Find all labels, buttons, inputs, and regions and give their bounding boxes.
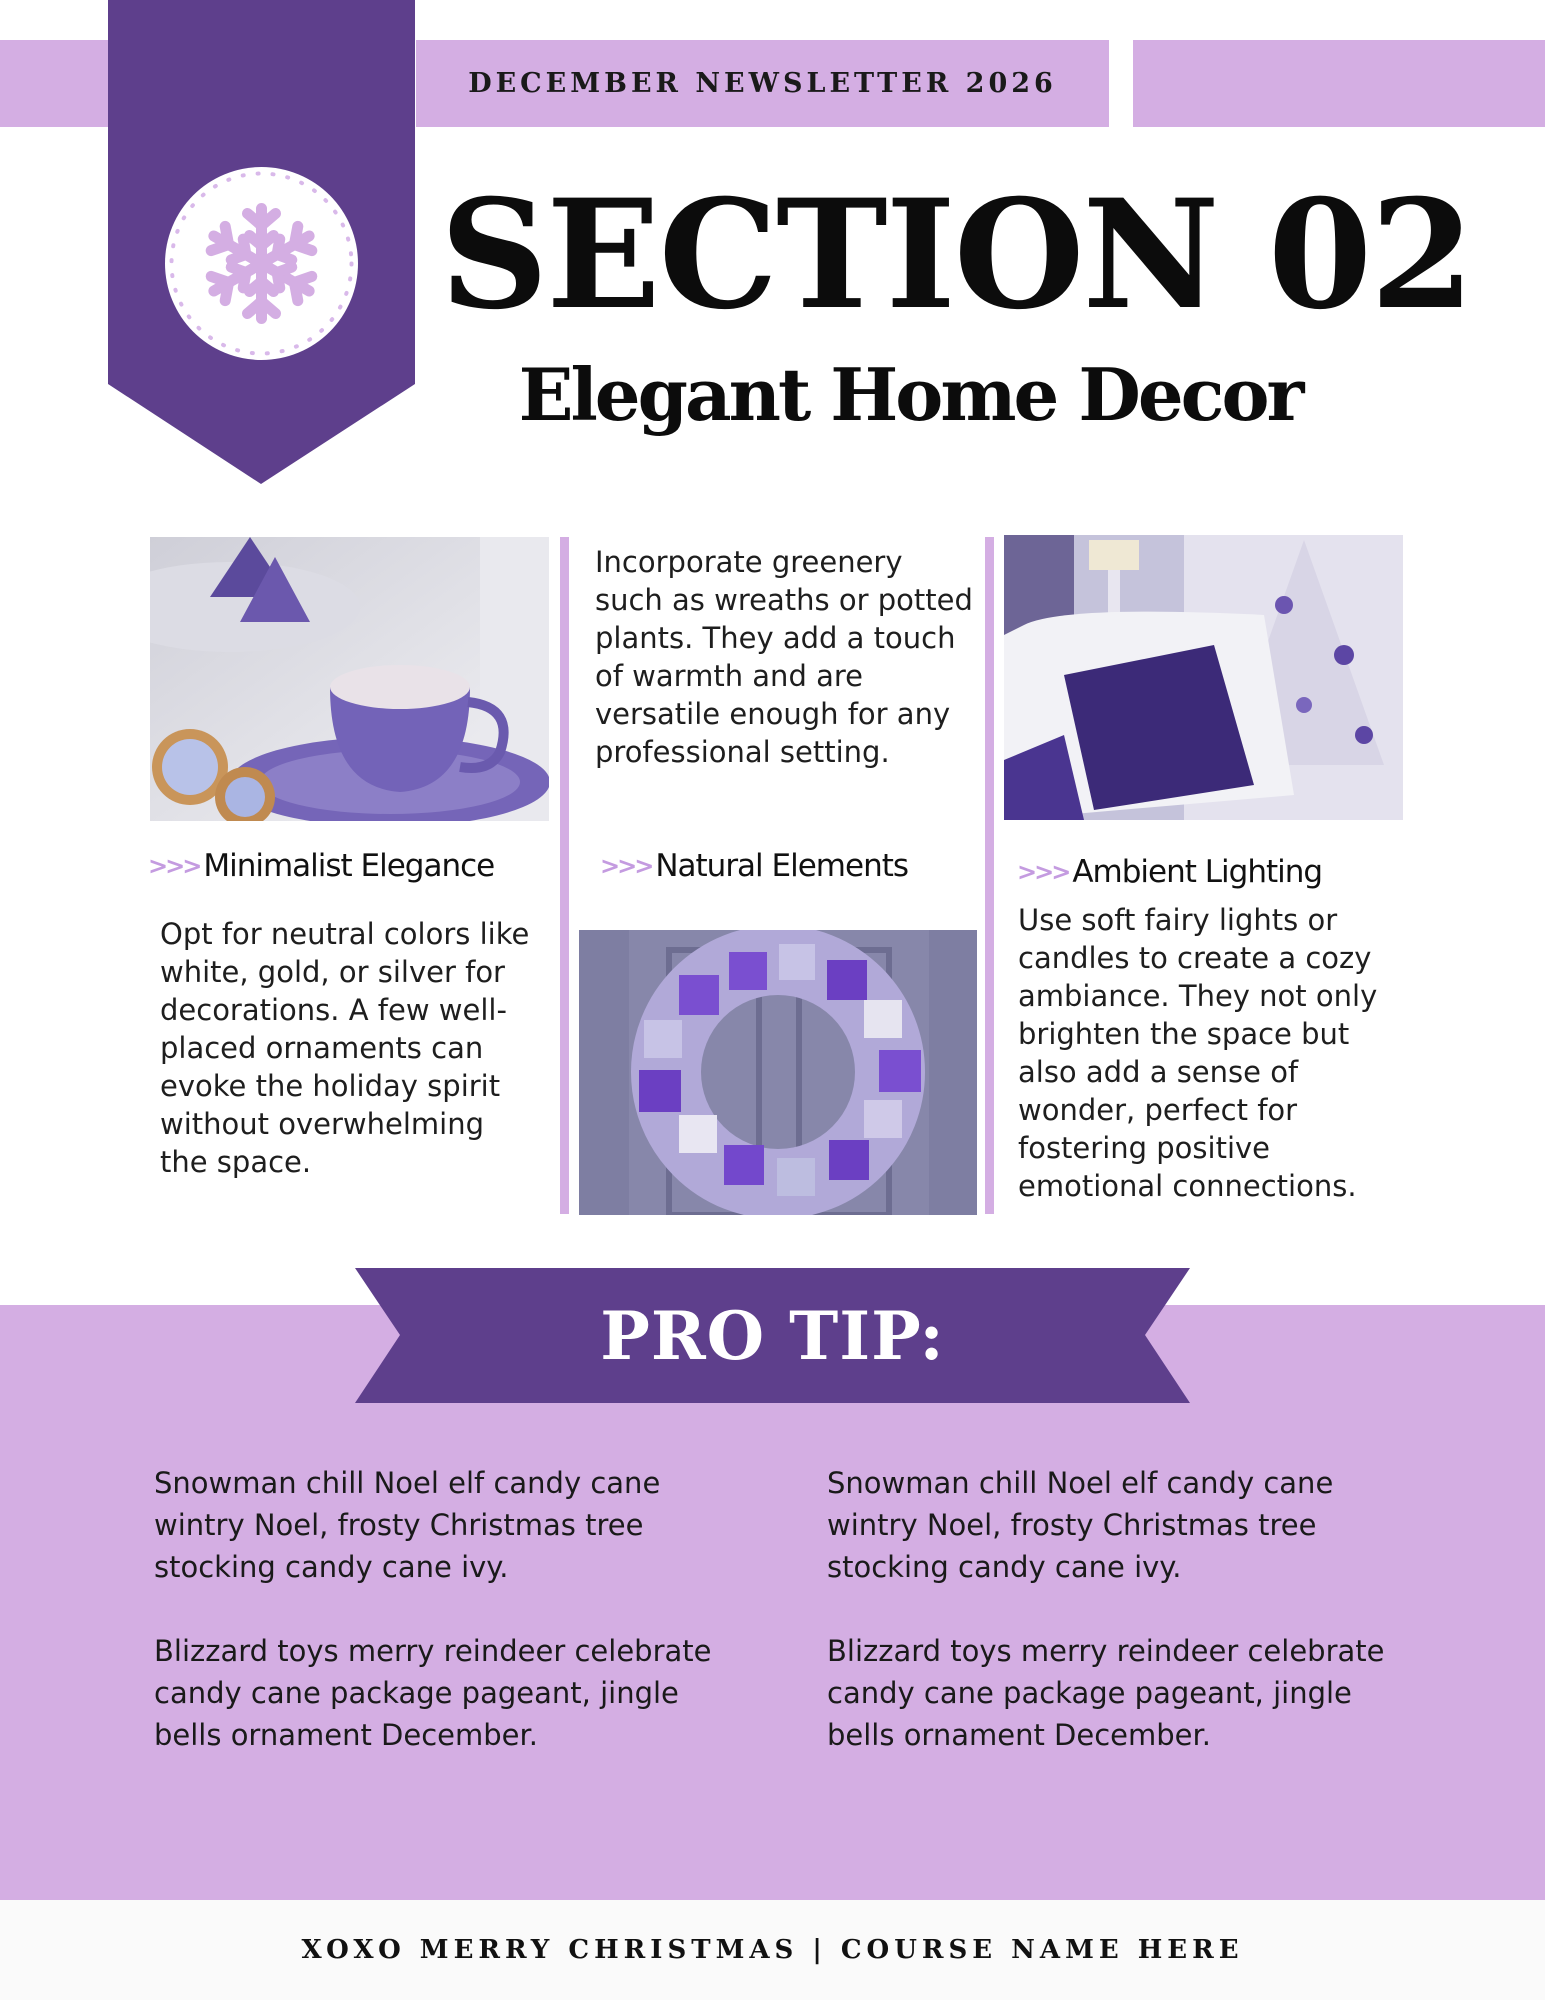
snowflake-icon bbox=[165, 167, 358, 360]
chevron-right-icon: >>> bbox=[600, 852, 652, 880]
paragraph-ambient-lighting: Use soft fairy lights or candles to create a cozy ambiance. They not only brighten the space but also add a sense of wonder, perfect for fostering positive emotional connections. bbox=[1018, 903, 1378, 1203]
newsletter-title: DECEMBER NEWSLETTER 2026 bbox=[468, 68, 1057, 99]
pro-tip-paragraph: Snowman chill Noel elf candy cane wintry Noel, frosty Christmas tree stocking candy cane ivy. bbox=[827, 1466, 1334, 1584]
heading-label: Ambient Lighting bbox=[1072, 854, 1323, 890]
section-subtitle: Elegant Home Decor bbox=[518, 352, 1302, 437]
header-band-left bbox=[0, 40, 110, 127]
heading-label: Natural Elements bbox=[655, 848, 909, 884]
pro-tip-column-left bbox=[154, 1462, 714, 1798]
heading-label: Minimalist Elegance bbox=[203, 848, 495, 884]
purple-pillow-photo bbox=[1004, 535, 1403, 820]
paragraph-minimalist-elegance: Opt for neutral colors like white, gold, or silver for decorations. A few well-placed ornaments can evoke the holiday spirit without overwhelming the space. bbox=[160, 917, 530, 1179]
heading-minimalist-elegance bbox=[148, 848, 494, 884]
footer: XOXO MERRY CHRISTMAS | COURSE NAME HERE bbox=[0, 1900, 1545, 2000]
pro-tip-column-right bbox=[827, 1462, 1387, 1798]
chevron-right-icon: >>> bbox=[1017, 858, 1069, 886]
heading-ambient-lighting bbox=[1017, 854, 1322, 890]
section-title: SECTION 02 bbox=[440, 167, 1473, 343]
pro-tip-paragraph: Blizzard toys merry reindeer celebrate candy cane package pageant, jingle bells ornament December. bbox=[154, 1634, 712, 1752]
cocoa-mug-photo bbox=[150, 537, 549, 821]
pro-tip-paragraph: Blizzard toys merry reindeer celebrate candy cane package pageant, jingle bells ornament December. bbox=[827, 1634, 1385, 1752]
pro-tip-title: PRO TIP: bbox=[600, 1296, 945, 1375]
header-band-right bbox=[1133, 40, 1545, 127]
chevron-right-icon: >>> bbox=[148, 852, 200, 880]
column-divider bbox=[985, 537, 994, 1214]
pro-tip-paragraph: Snowman chill Noel elf candy cane wintry Noel, frosty Christmas tree stocking candy cane ivy. bbox=[154, 1466, 661, 1584]
gift-wreath-photo bbox=[579, 930, 977, 1215]
badge-circle bbox=[165, 167, 358, 360]
heading-natural-elements bbox=[600, 848, 908, 884]
column-divider bbox=[560, 537, 569, 1214]
paragraph-natural-elements: Incorporate greenery such as wreaths or potted plants. They add a touch of warmth and are versatile enough for any professional setting. bbox=[595, 545, 973, 769]
